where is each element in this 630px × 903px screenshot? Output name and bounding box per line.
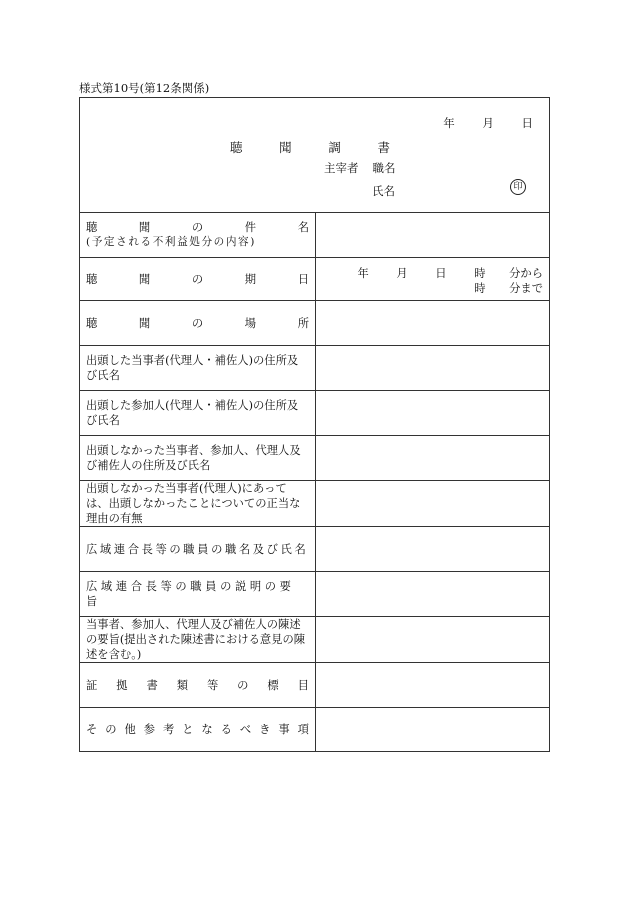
label-paren: (予定される不利益処分の内容) [86, 235, 256, 248]
label-char: 聴 [86, 316, 98, 330]
label-cell [80, 572, 316, 616]
label-char: 拠 [116, 678, 128, 692]
title-char: 聴 [230, 140, 243, 155]
label-char: の [191, 316, 204, 330]
label-char: 聴 [86, 272, 98, 286]
label-char: 考 [162, 723, 175, 736]
label-text: 出頭しなかった当事者(代理人)にあっては、出頭しなかったことについての正当な理由の有無 [86, 482, 301, 525]
row-attending-participant [80, 391, 549, 436]
label-char: 聞 [138, 316, 151, 330]
dt-min-to: 分まで [509, 282, 543, 295]
value-cell [316, 391, 549, 435]
label-char: 日 [297, 272, 309, 286]
label-text: 出頭した参加人(代理人・補佐人)の住所及び氏名 [86, 399, 299, 427]
dt-year: 年 [357, 267, 369, 280]
value-cell [316, 617, 549, 662]
dt-hour2: 時 [474, 282, 486, 295]
label-char: 他 [124, 723, 136, 736]
value-cell [316, 663, 549, 707]
title-char: 聞 [279, 140, 292, 155]
name-label: 氏名 [372, 184, 395, 198]
label-char: 類 [176, 678, 189, 692]
dt-min-from: 分から [509, 267, 543, 280]
row-other-reference [80, 708, 549, 751]
presider-line [324, 160, 410, 176]
label-cell [80, 346, 316, 390]
label-char: 標 [267, 678, 279, 692]
row-attending-party [80, 346, 549, 391]
label-cell [80, 481, 316, 526]
title-char: 書 [377, 140, 390, 155]
label-char: 参 [143, 723, 156, 736]
row-absence-reason [80, 481, 549, 527]
datetime-template [357, 266, 543, 296]
label-char: 場 [244, 316, 257, 330]
row-hearing-subject [80, 212, 549, 258]
row-statements [80, 617, 549, 663]
label-char: と [182, 723, 194, 736]
header-date [443, 115, 533, 131]
label-char: 証 [86, 678, 98, 692]
label-cell [80, 391, 316, 435]
row-staff-name [80, 527, 549, 572]
document-title [230, 138, 390, 156]
label-cell [80, 212, 316, 257]
label-cell [80, 301, 316, 345]
title-char: 調 [328, 140, 341, 155]
label-text: 広域連合長等の職員の説明の要旨 [86, 580, 295, 608]
label-char: 書 [146, 678, 158, 692]
label-cell [80, 258, 316, 300]
label-char: 等 [206, 678, 219, 692]
label-cell [80, 527, 316, 571]
label-text: 広域連合長等の職員の職名及び氏名 [86, 542, 309, 556]
label-char: 件 [244, 220, 257, 234]
dt-hour: 時 [474, 267, 486, 280]
date-month: 月 [482, 116, 494, 130]
label-char: 聞 [138, 220, 151, 234]
date-year: 年 [443, 116, 455, 130]
label-char: 聴 [86, 220, 98, 234]
value-cell [316, 527, 549, 571]
label-text: 当事者、参加人、代理人及び補佐人の陳述の要旨(提出された陳述書における意見の陳述を含む。) [86, 618, 306, 661]
label-char: の [191, 272, 204, 286]
label-cell [80, 436, 316, 480]
label-text: 出頭した当事者(代理人・補佐人)の住所及び氏名 [86, 354, 299, 382]
value-cell [316, 572, 549, 616]
label-char: べ [239, 723, 252, 736]
label-char: 項 [297, 723, 309, 736]
label-char: 所 [297, 316, 309, 330]
label-cell [80, 663, 316, 707]
dt-day: 日 [435, 267, 447, 280]
value-cell [316, 258, 549, 300]
form-header [80, 98, 549, 213]
hearing-record-form [79, 97, 550, 752]
label-char: の [105, 723, 117, 736]
seal-mark: 印 [510, 179, 526, 195]
post-label: 職名 [372, 161, 396, 175]
label-char: 目 [297, 678, 309, 692]
value-cell [316, 301, 549, 345]
label-char: な [201, 723, 213, 736]
dt-month: 月 [396, 267, 408, 280]
date-day: 日 [521, 116, 533, 130]
value-cell [316, 346, 549, 390]
presider-label: 主宰者 [324, 161, 359, 175]
label-char: そ [86, 723, 98, 736]
label-char: の [191, 220, 204, 234]
value-cell [316, 708, 549, 751]
label-char: 事 [278, 723, 290, 736]
label-text: 出頭しなかった当事者、参加人、代理人及び補佐人の住所及び氏名 [86, 444, 301, 472]
row-hearing-place [80, 301, 549, 346]
label-char: き [259, 723, 271, 736]
row-staff-explanation [80, 572, 549, 617]
row-hearing-date [80, 258, 549, 301]
row-absent-persons [80, 436, 549, 481]
value-cell [316, 481, 549, 526]
label-char: 聞 [138, 272, 151, 286]
value-cell [316, 212, 549, 257]
label-char: の [237, 678, 249, 692]
value-cell [316, 436, 549, 480]
label-cell [80, 617, 316, 662]
row-evidence-list [80, 663, 549, 708]
form-number-label: 様式第10号(第12条関係) [79, 81, 210, 95]
label-char: 期 [244, 272, 257, 286]
label-char: 名 [297, 220, 309, 234]
label-cell [80, 708, 316, 751]
label-char: る [220, 723, 232, 736]
